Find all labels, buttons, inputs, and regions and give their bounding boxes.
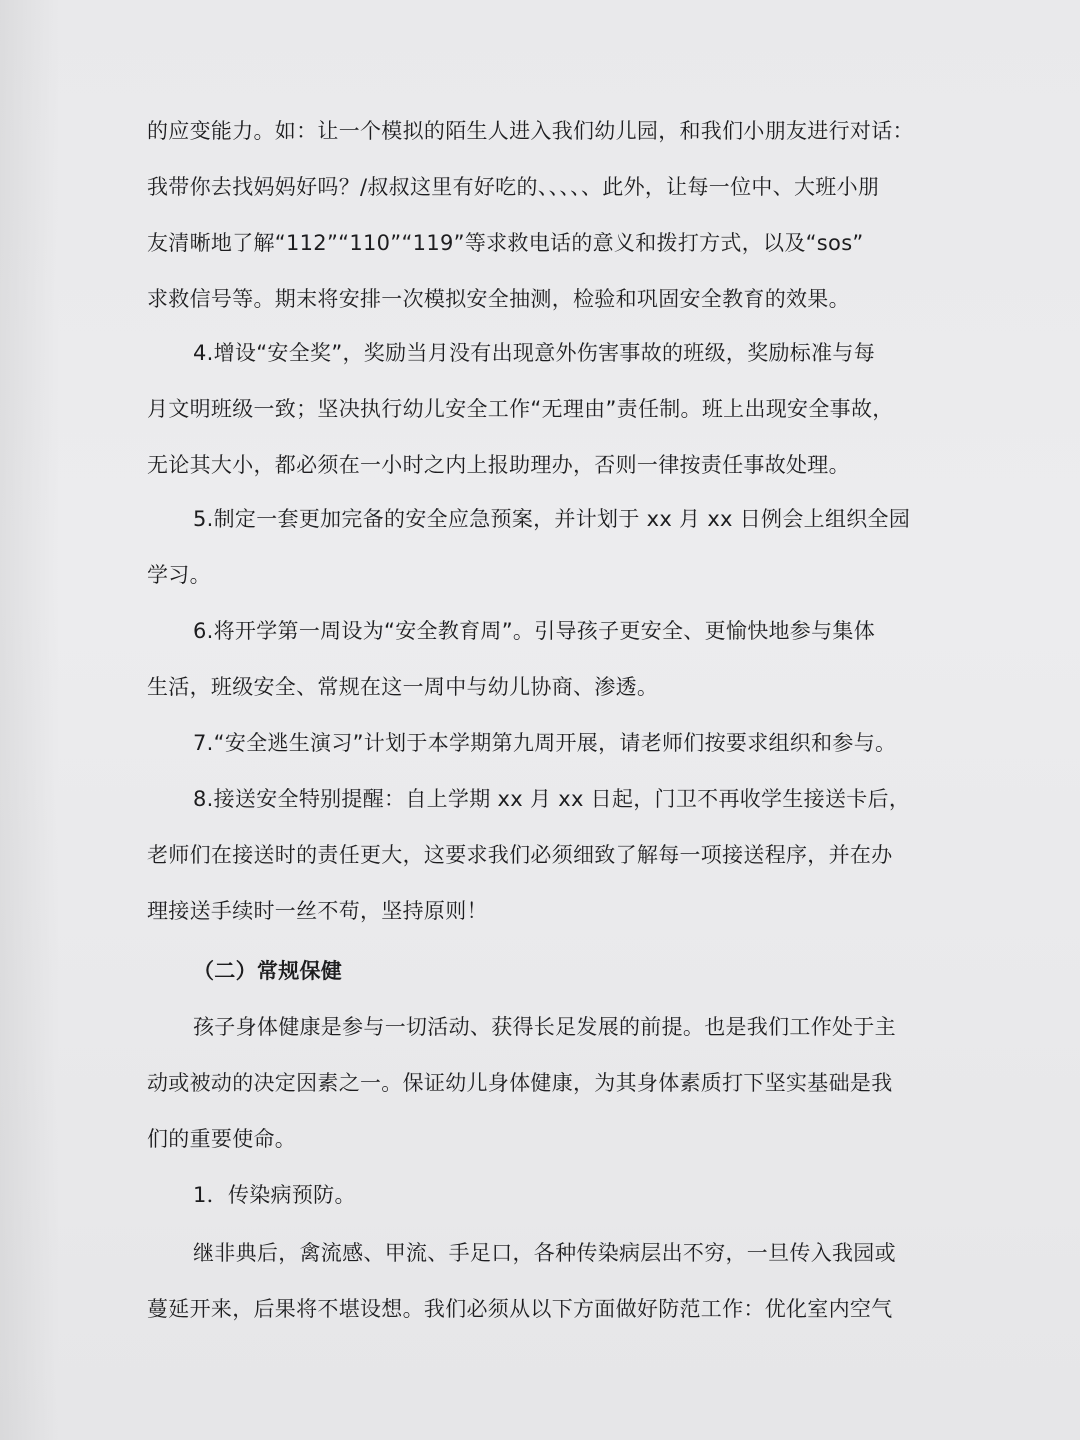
text-line: 继非典后，禽流感、甲流、手足口，各种传染病层出不穷，一旦传入我园或: [193, 1241, 896, 1265]
text-line: 们的重要使命。: [147, 1127, 297, 1151]
text-line: 的应变能力。如：让一个模拟的陌生人进入我们幼儿园，和我们小朋友进行对话：: [147, 119, 914, 143]
text-line: 5.制定一套更加完备的安全应急预案，并计划于 xx 月 xx 日例会上组织全园: [193, 507, 911, 531]
text-line: 蔓延开来，后果将不堪设想。我们必须从以下方面做好防范工作：优化室内空气: [147, 1297, 893, 1321]
text-line: 友清晰地了解“112”“110”“119”等求救电话的意义和拨打方式，以及“sos”: [147, 231, 864, 255]
text-line: 月文明班级一致；坚决执行幼儿安全工作“无理由”责任制。班上出现安全事故，: [147, 397, 894, 421]
text-line: 老师们在接送时的责任更大，这要求我们必须细致了解每一项接送程序，并在办: [147, 843, 893, 867]
text-line: 1．传染病预防。: [193, 1183, 356, 1207]
text-line: 生活，班级安全、常规在这一周中与幼儿协商、渗透。: [147, 675, 659, 699]
page-shadow: [0, 0, 60, 1440]
section-heading: （二）常规保健: [193, 959, 343, 983]
text-line: 6.将开学第一周设为“安全教育周”。引导孩子更安全、更愉快地参与集体: [193, 619, 875, 643]
text-line: 学习。: [147, 563, 211, 587]
text-line: 无论其大小，都必须在一小时之内上报助理办，否则一律按责任事故处理。: [147, 453, 850, 477]
text-line: 求救信号等。期末将安排一次模拟安全抽测，检验和巩固安全教育的效果。: [147, 287, 850, 311]
text-line: 动或被动的决定因素之一。保证幼儿身体健康，为其身体素质打下坚实基础是我: [147, 1071, 893, 1095]
text-line: 理接送手续时一丝不苟，坚持原则！: [147, 899, 488, 923]
text-line: 8.接送安全特别提醒：自上学期 xx 月 xx 日起，门卫不再收学生接送卡后，: [193, 787, 911, 811]
text-line: 孩子身体健康是参与一切活动、获得长足发展的前提。也是我们工作处于主: [193, 1015, 896, 1039]
text-line: 4.增设“安全奖”，奖励当月没有出现意外伤害事故的班级，奖励标准与每: [193, 341, 875, 365]
text-line: 我带你去找妈妈好吗？/叔叔这里有好吃的、、、、、此外，让每一位中、大班小朋: [147, 175, 880, 199]
text-line: 7.“安全逃生演习”计划于本学期第九周开展，请老师们按要求组织和参与。: [193, 731, 897, 755]
